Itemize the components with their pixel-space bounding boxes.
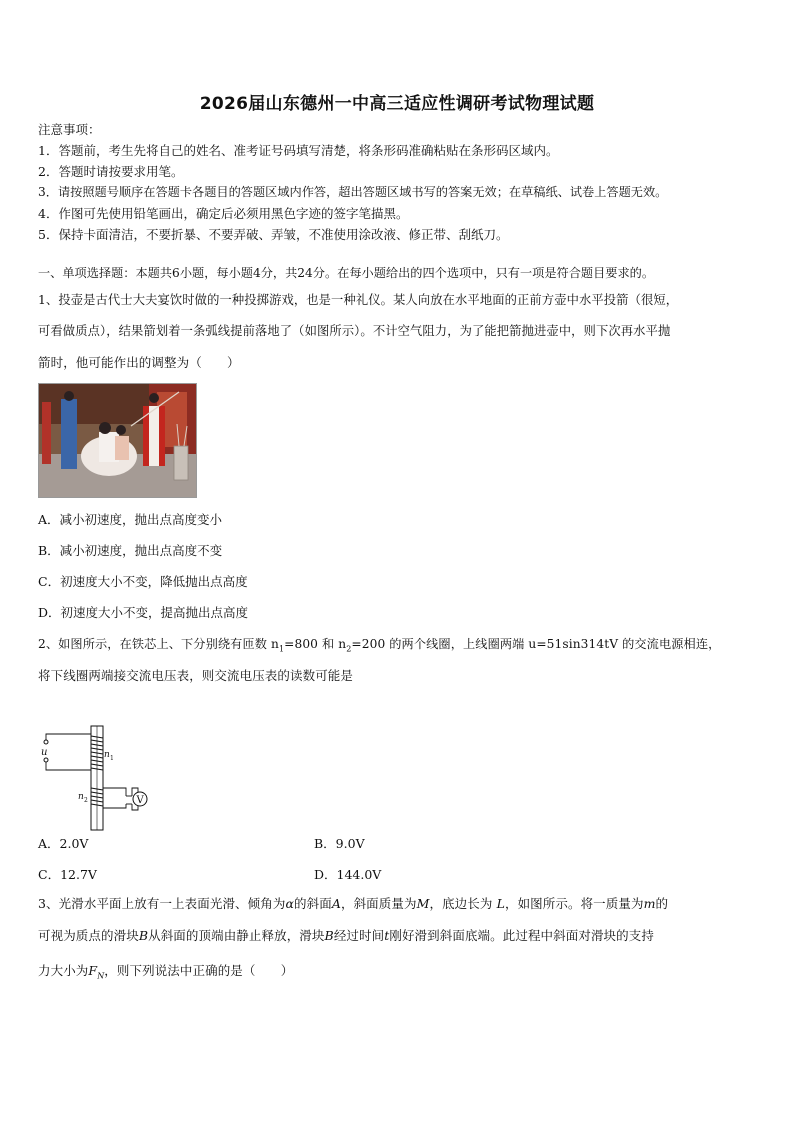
q3-text-part: 刚好滑到斜面底端。此过程中斜面对滑块的支持 [389,928,654,943]
q3-symbol: B [138,928,149,943]
q3-symbol: A [331,896,341,911]
q2-text-part: =200 的两个线圈，上线圈两端 u=51sin314tV 的交流电源相连， [351,637,721,651]
note-item: 1．答题前，考生先将自己的姓名、准考证号码填写清楚，将条形码准确粘贴在条形码区域内。 [38,143,559,158]
q2-option-c: C．12.7V [38,867,97,882]
q3-symbol: M [416,896,430,911]
q3-symbol: L [496,896,505,911]
q3-text-line1 [38,896,668,911]
q3-text-part: 可视为质点的滑块 [38,928,139,943]
note-item: 2．答题时请按要求用笔。 [38,164,184,179]
q1-option-b: B．减小初速度，抛出点高度不变 [38,543,223,558]
q3-text-part: ，底边长为 [429,896,493,911]
q3-text-part: ，则下列说法中正确的是（ ） [104,963,294,978]
q2-subscript: 2 [346,644,352,654]
q3-symbol: F [88,963,98,978]
q3-text-part: 的 [655,896,669,911]
q2-transformer-diagram [38,722,158,834]
q1-text-line: 箭时，他可能作出的调整为（ ） [38,355,240,370]
exam-title: 2026届山东德州一中高三适应性调研考试物理试题 [199,94,595,114]
q1-option-d: D．初速度大小不变，提高抛出点高度 [38,605,249,620]
q3-symbol: m [643,896,656,911]
q3-text-part: 力大小为 [38,963,89,978]
q3-subscript: N [97,971,105,981]
q3-text-line2 [38,928,654,943]
q1-photo [38,383,197,498]
q2-text-line2: 将下线圈两端接交流电压表，则交流电压表的读数可能是 [38,668,354,683]
q3-text-part: 从斜面的顶端由静止释放，滑块 [148,928,325,943]
section-heading: 一、单项选择题：本题共6小题，每小题4分，共24分。在每小题给出的四个选项中，只有一项是符合题目要求的。 [38,266,655,280]
q2-option-b: B．9.0V [314,836,365,851]
voltmeter-label: V [136,795,144,806]
q3-text-part: ，如图所示。将一质量为 [504,896,644,911]
q3-symbol: B [324,928,334,943]
q3-text-part: 3、光滑水平面上放有一上表面光滑、倾角为 [38,896,286,911]
q3-symbol: t [384,928,390,943]
note-item: 5．保持卡面清洁，不要折暴、不要弄破、弄皱，不准使用涂改液、修正带、刮纸刀。 [38,227,509,242]
q2-text-part: =800 和 n [284,637,347,651]
q1-option-c: C．初速度大小不变，降低抛出点高度 [38,574,248,589]
notes-heading: 注意事项： [38,122,101,137]
q2-text-line1 [38,637,720,654]
q3-text-line3 [38,963,293,981]
note-item: 4．作图可先使用铅笔画出，确定后必须用黑色字迹的签字笔描黑。 [38,206,409,221]
n1-subscript: 1 [110,755,114,762]
q2-text-part: 2、如图所示，在铁芯上、下分别绕有匝数 n [38,637,279,651]
q2-option-a: A．2.0V [38,836,89,851]
q3-text-part: ，斜面质量为 [340,896,417,911]
q3-text-part: 的斜面 [294,896,332,911]
source-label: u [41,747,48,758]
q2-subscript: 1 [278,644,285,654]
q3-text-part: 经过时间 [333,928,385,943]
q3-symbol: α [285,896,295,911]
note-item: 3．请按照题号顺序在答题卡各题目的答题区域内作答，超出答题区域书写的答案无效；在草稿纸、试卷上答题无效。 [38,185,668,199]
q1-option-a: A．减小初速度，抛出点高度变小 [38,512,223,527]
q2-option-d: D．144.0V [314,867,382,882]
n2-subscript: 2 [84,797,88,804]
q1-text-line: 可看做质点），结果箭划着一条弧线提前落地了（如图所示）。不计空气阻力，为了能把箭抛进壶中，则下次再水平抛 [38,324,671,338]
q1-text-line: 1、投壶是古代士大夫宴饮时做的一种投掷游戏，也是一种礼仪。某人向放在水平地面的正前方壶中水平投箭（很短， [38,293,679,307]
n2-label: n [78,792,84,802]
n1-label: n [104,750,110,760]
